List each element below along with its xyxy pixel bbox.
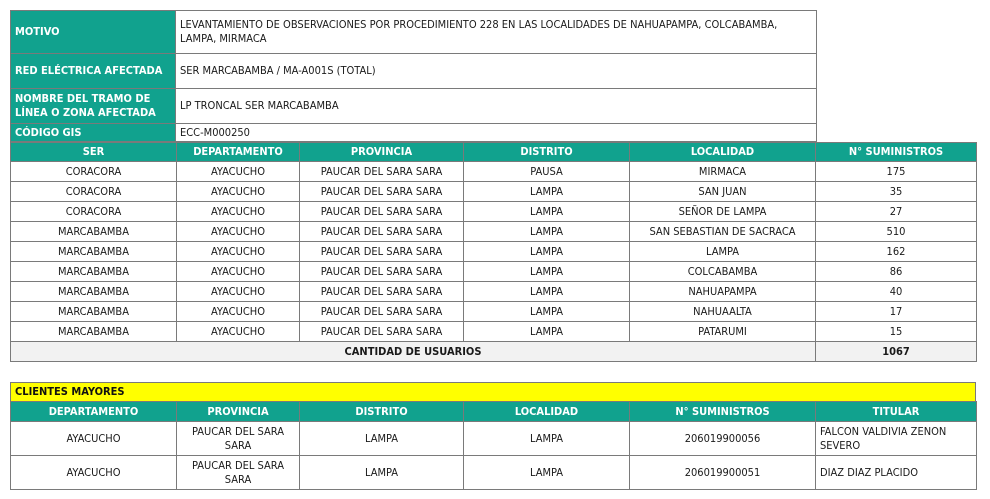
cell-suministros: 17	[815, 301, 977, 322]
cell-provincia: PAUCAR DEL SARA SARA	[299, 261, 464, 282]
cell-provincia: PAUCAR DEL SARA SARA	[299, 201, 464, 222]
codigo-gis-value: ECC-M000250	[175, 123, 817, 142]
cell-departamento: AYACUCHO	[176, 281, 300, 302]
cell-distrito: LAMPA	[463, 181, 630, 202]
cell-ser: MARCABAMBA	[10, 241, 177, 262]
cell-suministros: 206019900051	[629, 455, 816, 490]
cell-localidad: NAHUAPAMPA	[629, 281, 816, 302]
cell-provincia: PAUCAR DEL SARA SARA	[299, 301, 464, 322]
cell-ser: CORACORA	[10, 161, 177, 182]
cell-departamento: AYACUCHO	[176, 261, 300, 282]
cell-departamento: AYACUCHO	[176, 321, 300, 342]
cell-distrito: LAMPA	[463, 261, 630, 282]
cell-suministros: 40	[815, 281, 977, 302]
cell-suministros: 510	[815, 221, 977, 242]
header-titular: TITULAR	[815, 401, 977, 422]
tramo-value: LP TRONCAL SER MARCABAMBA	[175, 88, 817, 124]
total-value: 1067	[815, 341, 977, 362]
cell-departamento: AYACUCHO	[176, 241, 300, 262]
cell-departamento: AYACUCHO	[176, 221, 300, 242]
cell-suministros: 175	[815, 161, 977, 182]
header-ser: SER	[10, 142, 177, 162]
cell-distrito: PAUSA	[463, 161, 630, 182]
header-provincia: PROVINCIA	[299, 142, 464, 162]
cell-distrito: LAMPA	[299, 421, 464, 456]
cell-departamento: AYACUCHO	[176, 201, 300, 222]
total-label: CANTIDAD DE USUARIOS	[10, 341, 816, 362]
cell-provincia: PAUCAR DEL SARA SARA	[299, 181, 464, 202]
red-electrica-value: SER MARCABAMBA / MA-A001S (TOTAL)	[175, 53, 817, 89]
cell-localidad: LAMPA	[463, 421, 630, 456]
cell-provincia: PAUCAR DEL SARA SARA	[299, 161, 464, 182]
cell-provincia: PAUCAR DEL SARA SARA	[299, 241, 464, 262]
cell-localidad: SAN SEBASTIAN DE SACRACA	[629, 221, 816, 242]
cell-localidad: LAMPA	[463, 455, 630, 490]
motivo-value: LEVANTAMIENTO DE OBSERVACIONES POR PROCEDIMIENTO 228 EN LAS LOCALIDADES DE NAHUAPAMPA, COLCABAMBA, LAMPA, MIRMACA	[175, 10, 817, 54]
cell-provincia: PAUCAR DEL SARA SARA	[299, 281, 464, 302]
cell-departamento: AYACUCHO	[176, 181, 300, 202]
header-distrito: DISTRITO	[299, 401, 464, 422]
cell-ser: CORACORA	[10, 181, 177, 202]
header-departamento: DEPARTAMENTO	[10, 401, 177, 422]
header-localidad: LOCALIDAD	[629, 142, 816, 162]
cell-departamento: AYACUCHO	[10, 421, 177, 456]
cell-localidad: COLCABAMBA	[629, 261, 816, 282]
cell-distrito: LAMPA	[463, 221, 630, 242]
cell-provincia: PAUCAR DEL SARA SARA	[176, 455, 300, 490]
cell-departamento: AYACUCHO	[176, 301, 300, 322]
header-suministros: N° SUMINISTROS	[815, 142, 977, 162]
clientes-mayores-title: CLIENTES MAYORES	[10, 382, 976, 402]
codigo-gis-label: CÓDIGO GIS	[10, 123, 176, 142]
header-provincia: PROVINCIA	[176, 401, 300, 422]
red-electrica-label: RED ELÉCTRICA AFECTADA	[10, 53, 176, 89]
cell-distrito: LAMPA	[463, 201, 630, 222]
cell-localidad: PATARUMI	[629, 321, 816, 342]
motivo-label: MOTIVO	[10, 10, 176, 54]
cell-distrito: LAMPA	[463, 301, 630, 322]
cell-ser: MARCABAMBA	[10, 281, 177, 302]
cell-localidad: NAHUAALTA	[629, 301, 816, 322]
cell-suministros: 15	[815, 321, 977, 342]
cell-distrito: LAMPA	[463, 281, 630, 302]
cell-suministros: 206019900056	[629, 421, 816, 456]
cell-provincia: PAUCAR DEL SARA SARA	[176, 421, 300, 456]
cell-titular: DIAZ DIAZ PLACIDO	[815, 455, 977, 490]
cell-localidad: SAN JUAN	[629, 181, 816, 202]
cell-titular: FALCON VALDIVIA ZENON SEVERO	[815, 421, 977, 456]
cell-suministros: 27	[815, 201, 977, 222]
cell-distrito: LAMPA	[463, 241, 630, 262]
cell-suministros: 35	[815, 181, 977, 202]
cell-ser: MARCABAMBA	[10, 261, 177, 282]
cell-suministros: 86	[815, 261, 977, 282]
cell-distrito: LAMPA	[463, 321, 630, 342]
cell-provincia: PAUCAR DEL SARA SARA	[299, 321, 464, 342]
cell-departamento: AYACUCHO	[10, 455, 177, 490]
header-distrito: DISTRITO	[463, 142, 630, 162]
header-localidad: LOCALIDAD	[463, 401, 630, 422]
cell-distrito: LAMPA	[299, 455, 464, 490]
cell-ser: MARCABAMBA	[10, 221, 177, 242]
cell-localidad: MIRMACA	[629, 161, 816, 182]
tramo-label: NOMBRE DEL TRAMO DE LÍNEA O ZONA AFECTADA	[10, 88, 176, 124]
cell-departamento: AYACUCHO	[176, 161, 300, 182]
cell-provincia: PAUCAR DEL SARA SARA	[299, 221, 464, 242]
cell-ser: CORACORA	[10, 201, 177, 222]
cell-ser: MARCABAMBA	[10, 321, 177, 342]
cell-suministros: 162	[815, 241, 977, 262]
cell-ser: MARCABAMBA	[10, 301, 177, 322]
header-suministros: N° SUMINISTROS	[629, 401, 816, 422]
cell-localidad: LAMPA	[629, 241, 816, 262]
header-departamento: DEPARTAMENTO	[176, 142, 300, 162]
cell-localidad: SEÑOR DE LAMPA	[629, 201, 816, 222]
